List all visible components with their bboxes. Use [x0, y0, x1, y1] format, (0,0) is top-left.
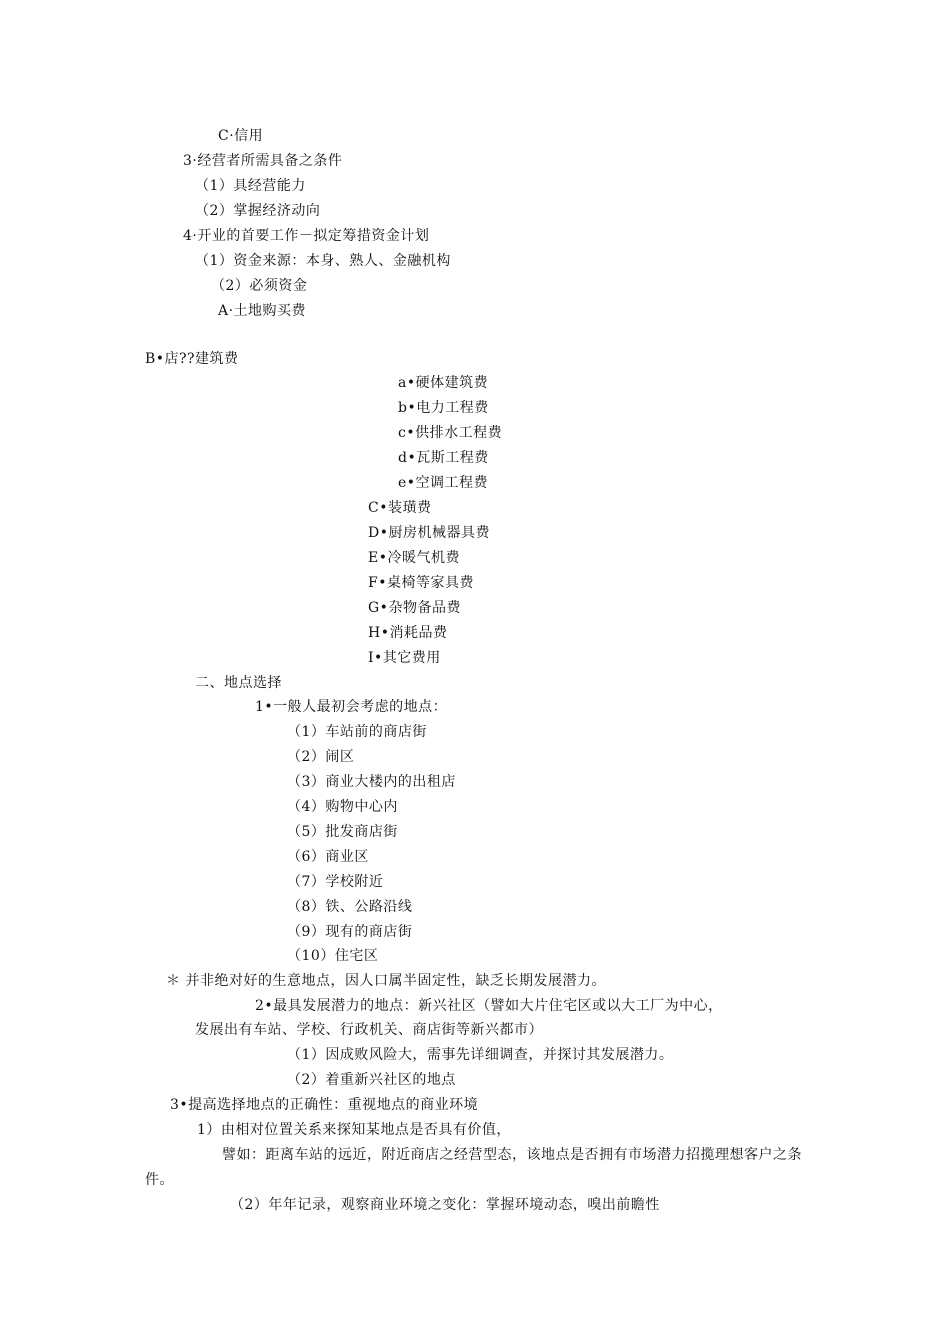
- note-line: ＊ 并非绝对好的生意地点，因人口属半固定性，缺乏长期发展潜力。: [166, 973, 606, 989]
- text-line: （1）因成败风险大，需事先详细调查，并探讨其发展潜力。: [287, 1047, 674, 1063]
- text-line: （1）资金来源：本身、熟人、金融机构: [195, 253, 451, 269]
- text-line: G•杂物备品费: [368, 600, 461, 616]
- text-line: c•供排水工程费: [398, 425, 503, 441]
- text-line: B•店??建筑费: [145, 351, 239, 367]
- section-heading: 二、地点选择: [195, 675, 282, 691]
- text-line: a•硬体建筑费: [398, 375, 489, 391]
- text-line: （1）具经营能力: [195, 178, 306, 194]
- text-line: （7）学校附近: [287, 874, 384, 890]
- text-line: b•电力工程费: [398, 400, 489, 416]
- text-line: 1）由相对位置关系来探知某地点是否具有价值，: [197, 1122, 511, 1138]
- text-line: H•消耗品费: [368, 625, 448, 641]
- text-line: e•空调工程费: [398, 475, 489, 491]
- text-line: I•其它费用: [368, 650, 441, 666]
- text-line: （4）购物中心内: [287, 799, 398, 815]
- text-line: A·土地购买费: [218, 303, 307, 319]
- text-line: （8）铁、公路沿线: [287, 899, 413, 915]
- text-line: 件。: [145, 1172, 174, 1188]
- text-line: C•装璜费: [368, 500, 432, 516]
- text-line: （6）商业区: [287, 849, 369, 865]
- text-line: （2）掌握经济动向: [195, 203, 321, 219]
- text-line: 发展出有车站、学校、行政机关、商店街等新兴都市）: [195, 1022, 543, 1038]
- text-line: E•冷暖气机费: [368, 550, 460, 566]
- text-line: （2）闹区: [287, 749, 355, 765]
- text-line: D•厨房机械器具费: [368, 525, 490, 541]
- text-line: 1•一般人最初会考虑的地点：: [255, 699, 448, 715]
- text-line: C·信用: [218, 128, 264, 144]
- text-line: F•桌椅等家具费: [368, 575, 474, 591]
- text-line: （2）年年记录，观察商业环境之变化：掌握环境动态，嗅出前瞻性: [230, 1197, 660, 1213]
- text-line: 3•提高选择地点的正确性：重视地点的商业环境: [170, 1097, 479, 1113]
- text-line: （9）现有的商店街: [287, 924, 413, 940]
- text-line: （3）商业大楼内的出租店: [287, 774, 456, 790]
- text-line: d•瓦斯工程费: [398, 450, 489, 466]
- text-line: （2）着重新兴社区的地点: [287, 1072, 456, 1088]
- text-line: （10）住宅区: [287, 948, 379, 964]
- text-line: （1）车站前的商店街: [287, 724, 427, 740]
- text-line: 3·经营者所需具备之条件: [183, 153, 343, 169]
- text-line: 2•最具发展潜力的地点：新兴社区（譬如大片住宅区或以大工厂为中心，: [255, 998, 723, 1014]
- text-line: 譬如：距离车站的远近，附近商店之经营型态，该地点是否拥有市场潜力招揽理想客户之条: [222, 1147, 802, 1163]
- text-line: （2）必须资金: [211, 278, 308, 294]
- text-line: 4·开业的首要工作－拟定筹措资金计划: [183, 228, 430, 244]
- text-line: （5）批发商店街: [287, 824, 398, 840]
